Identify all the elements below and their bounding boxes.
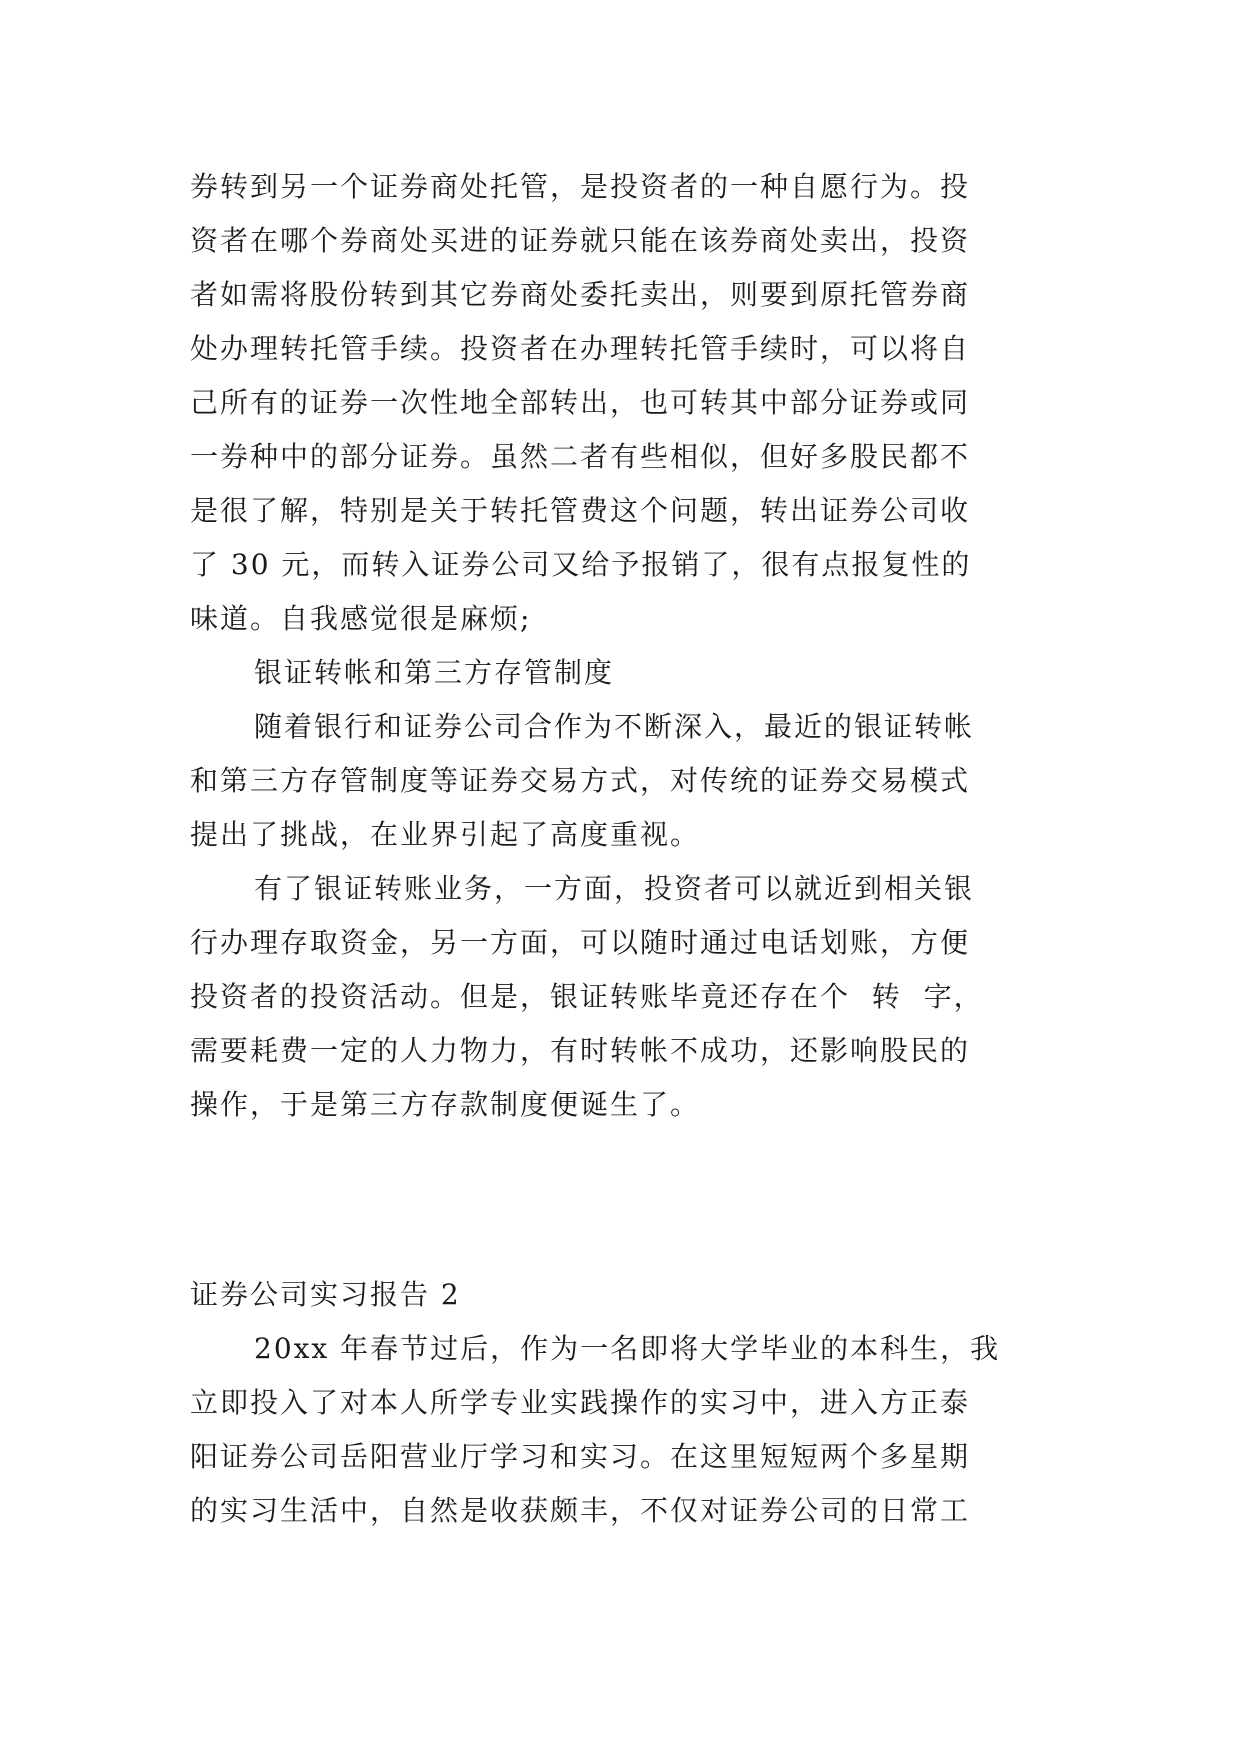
paragraph-line: 20xx 年春节过后，作为一名即将大学毕业的本科生，我 bbox=[254, 1332, 1001, 1365]
paragraph-line: 券转到另一个证券商处托管，是投资者的一种自愿行为。投 bbox=[190, 170, 971, 203]
paragraph-line: 阳证券公司岳阳营业厅学习和实习。在这里短短两个多星期 bbox=[190, 1440, 971, 1473]
paragraph-line: 立即投入了对本人所学专业实践操作的实习中，进入方正泰 bbox=[190, 1386, 971, 1419]
body-text-upper bbox=[190, 160, 1060, 1132]
paragraph-line: 味道。自我感觉很是麻烦; bbox=[190, 602, 532, 635]
paragraph-line: 了 30 元，而转入证券公司又给予报销了，很有点报复性的 bbox=[190, 548, 972, 581]
body-text-lower bbox=[190, 1268, 1060, 1538]
paragraph-line: 处办理转托管手续。投资者在办理转托管手续时，可以将自 bbox=[190, 332, 971, 365]
paragraph-line: 和第三方存管制度等证券交易方式，对传统的证券交易模式 bbox=[190, 764, 971, 797]
section-title: 证券公司实习报告 2 bbox=[190, 1278, 461, 1311]
paragraph-line: 提出了挑战，在业界引起了高度重视。 bbox=[190, 818, 701, 851]
paragraph-line: 操作，于是第三方存款制度便诞生了。 bbox=[190, 1088, 701, 1121]
paragraph-line: 己所有的证券一次性地全部转出，也可转其中部分证券或同 bbox=[190, 386, 971, 419]
paragraph-line: 一券种中的部分证券。虽然二者有些相似，但好多股民都不 bbox=[190, 440, 971, 473]
paragraph-line: 有了银证转账业务，一方面，投资者可以就近到相关银 bbox=[254, 872, 975, 905]
subheading: 银证转帐和第三方存管制度 bbox=[254, 656, 615, 689]
paragraph-line: 的实习生活中，自然是收获颇丰，不仅对证券公司的日常工 bbox=[190, 1494, 971, 1527]
paragraph-line: 投资者的投资活动。但是，银证转账毕竟还存在个 转 字， bbox=[190, 980, 984, 1013]
paragraph-line: 需要耗费一定的人力物力，有时转帐不成功，还影响股民的 bbox=[190, 1034, 971, 1067]
paragraph-line: 资者在哪个券商处买进的证券就只能在该券商处卖出，投资 bbox=[190, 224, 971, 257]
paragraph-line: 随着银行和证券公司合作为不断深入，最近的银证转帐 bbox=[254, 710, 975, 743]
paragraph-line: 是很了解，特别是关于转托管费这个问题，转出证券公司收 bbox=[190, 494, 971, 527]
paragraph-line: 行办理存取资金，另一方面，可以随时通过电话划账，方便 bbox=[190, 926, 971, 959]
paragraph-line: 者如需将股份转到其它券商处委托卖出，则要到原托管券商 bbox=[190, 278, 971, 311]
